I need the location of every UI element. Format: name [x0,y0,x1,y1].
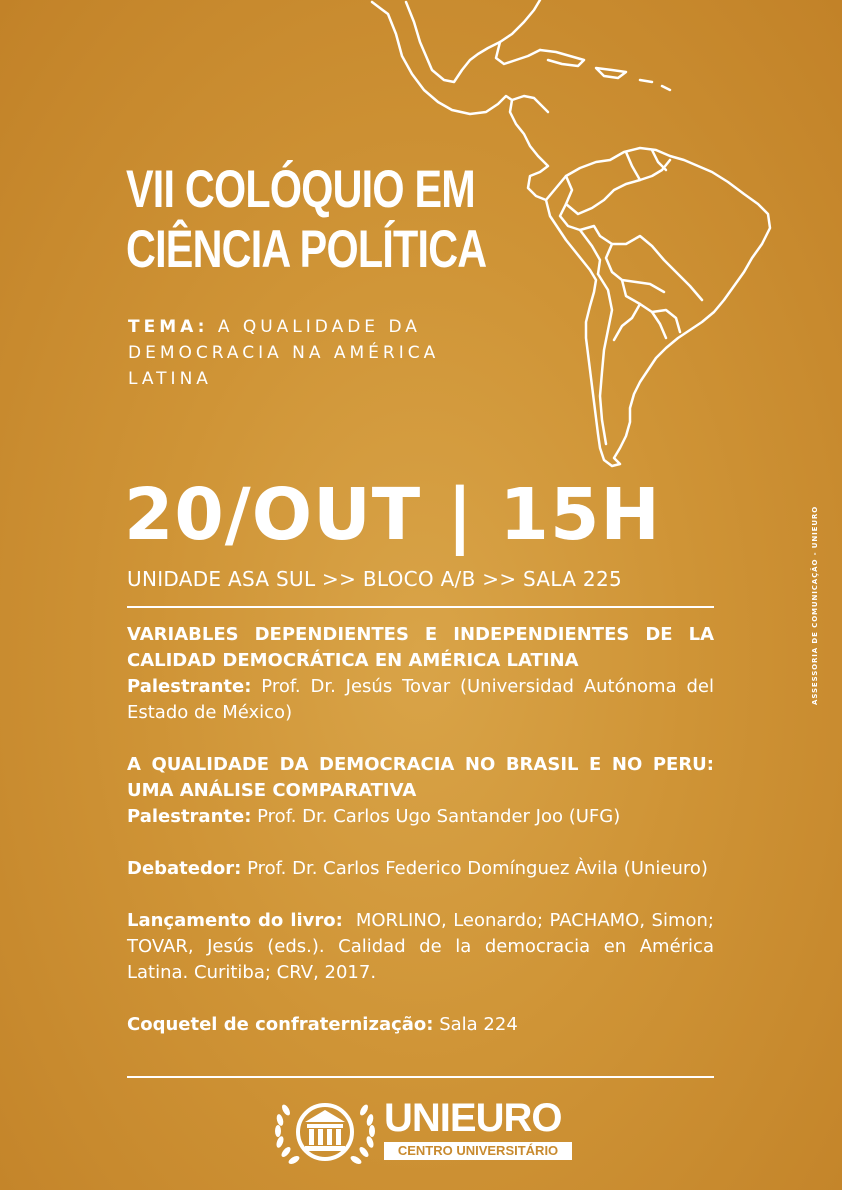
talk-2-speaker-label: Palestrante: [127,806,252,827]
event-theme [128,314,528,392]
talk-2 [127,752,714,830]
cocktail [127,1012,714,1038]
book-launch [127,908,714,986]
talk-1 [127,622,714,726]
event-title-line1: VII COLÓQUIO EM [126,160,475,219]
top-divider [127,606,714,608]
talk-1-title: VARIABLES DEPENDIENTES E INDEPENDIENTES DE LA CALIDAD DEMOCRÁTICA EN AMÉRICA LATINA [127,624,714,671]
book-launch-label: Lançamento do livro: [127,910,343,931]
talk-2-speaker [127,804,714,830]
logo-wordmark: UNIEURO [384,1096,562,1140]
event-datetime: 20/OUT | 15H [124,473,661,556]
debater-label: Debatedor: [127,858,242,879]
event-title-line2: CIÊNCIA POLÍTICA [126,220,487,279]
debater [127,856,714,882]
logo-subtitle: CENTRO UNIVERSITÁRIO [384,1142,572,1160]
side-credit: ASSESSORIA DE COMUNICAÇÃO - UNIEURO [811,505,819,705]
theme-label: TEMA: [128,317,209,337]
bottom-divider [127,1076,714,1078]
talk-1-speaker-label: Palestrante: [127,676,252,697]
book-launch-text: MORLINO, Leonardo; PACHAMO, Simon; TOVAR, Jesús (eds.). Calidad de la democracia en América Latina. Curitiba; CRV, 2017. [127,910,715,983]
talk-2-speaker-name: Prof. Dr. Carlos Ugo Santander Joo (UFG) [257,806,621,827]
theme-text: A QUALIDADE DA DEMOCRACIA NA AMÉRICA LATINA [128,317,440,389]
event-title [126,160,487,280]
program-content [127,622,714,1064]
event-location: UNIDADE ASA SUL >> BLOCO A/B >> SALA 225 [127,567,623,591]
cocktail-text: Sala 224 [439,1014,518,1035]
cocktail-label: Coquetel de confraternização: [127,1014,434,1035]
debater-text: Prof. Dr. Carlos Federico Domínguez Àvila (Unieuro) [247,858,708,879]
talk-1-speaker-name: Prof. Dr. Jesús Tovar (Universidad Autónoma del Estado de México) [127,676,714,723]
laurel-column-logo-icon [272,1096,378,1168]
talk-2-title: A QUALIDADE DA DEMOCRACIA NO BRASIL E NO PERU: UMA ANÁLISE COMPARATIVA [127,754,714,801]
talk-1-speaker [127,674,714,726]
